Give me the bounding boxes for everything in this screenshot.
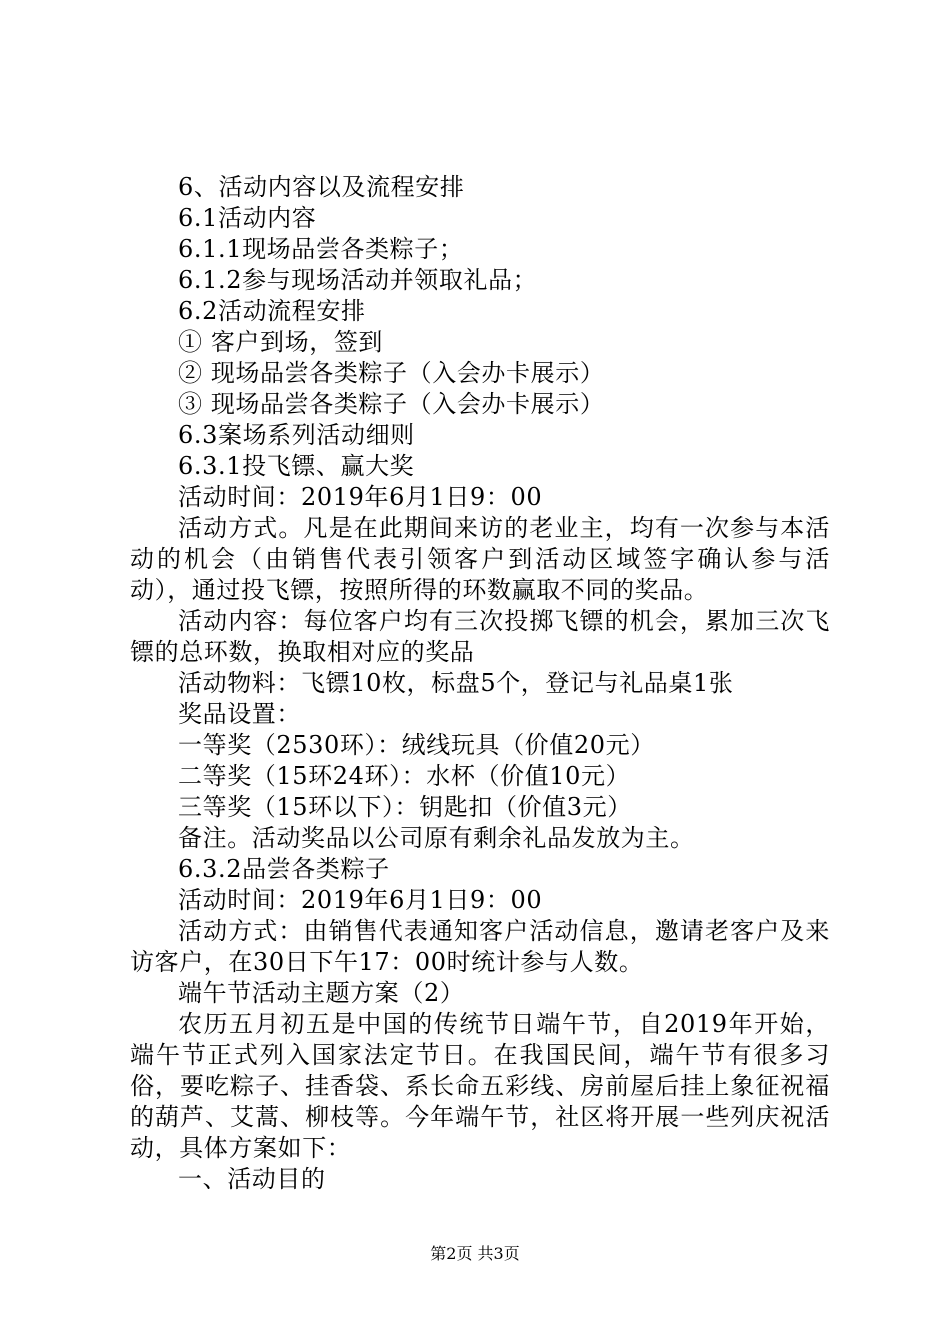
subsection-heading: 6.3.1投飞镖、赢大奖 xyxy=(178,452,415,480)
body-paragraph: 活动方式。凡是在此期间来访的老业主，均有一次参与本活动的机会（由销售代表引领客户到活动区域签字确认参与活动），通过投飞镖，按照所得的环数赢取不同的奖品。 xyxy=(130,514,830,604)
body-paragraph: 奖品设置： xyxy=(178,700,301,728)
body-paragraph: 活动时间：2019年6月1日9：00 xyxy=(178,886,543,914)
page-number-label: 第2页 共3页 xyxy=(430,1244,520,1263)
body-paragraph: 备注。活动奖品以公司原有剩余礼品发放为主。 xyxy=(178,824,695,852)
list-item: ② 现场品尝各类粽子（入会办卡展示） xyxy=(178,359,605,387)
subsection-heading: 6.3.2品尝各类粽子 xyxy=(178,855,390,883)
subsection-heading: 6.1活动内容 xyxy=(178,204,317,232)
prize-item: 一等奖（2530环）：绒线玩具（价值20元） xyxy=(178,731,655,759)
document-body xyxy=(130,172,830,1195)
section-heading: 6、活动内容以及流程安排 xyxy=(178,173,465,201)
list-item: 6.1.1现场品尝各类粽子； xyxy=(178,235,464,263)
prize-item: 三等奖（15环以下）：钥匙扣（价值3元） xyxy=(178,793,632,821)
body-paragraph: 农历五月初五是中国的传统节日端午节，自2019年开始，端午节正式列入国家法定节日。在我国民间，端午节有很多习俗，要吃粽子、挂香袋、系长命五彩线、房前屋后挂上象征祝福的葫芦、艾蒿、柳枝等。今年端午节，社区将开展一些列庆祝活动，具体方案如下： xyxy=(130,1010,830,1162)
body-paragraph: 活动内容：每位客户均有三次投掷飞镖的机会，累加三次飞镖的总环数，换取相对应的奖品 xyxy=(130,607,830,666)
prize-item: 二等奖（15环24环）：水杯（价值10元） xyxy=(178,762,631,790)
body-paragraph: 活动物料：飞镖10枚，标盘5个，登记与礼品桌1张 xyxy=(178,669,734,697)
subsection-heading: 6.2活动流程安排 xyxy=(178,297,366,325)
list-item: ① 客户到场，签到 xyxy=(178,328,384,356)
body-paragraph: 活动时间：2019年6月1日9：00 xyxy=(178,483,543,511)
list-item: 6.1.2参与现场活动并领取礼品； xyxy=(178,266,538,294)
list-item: ③ 现场品尝各类粽子（入会办卡展示） xyxy=(178,390,605,418)
body-paragraph: 活动方式：由销售代表通知客户活动信息，邀请老客户及来访客户，在30日下午17：00时统计参与人数。 xyxy=(130,917,830,976)
page-footer xyxy=(0,1244,950,1264)
subsection-heading: 6.3案场系列活动细则 xyxy=(178,421,415,449)
section-heading: 一、活动目的 xyxy=(178,1165,326,1193)
section-heading: 端午节活动主题方案（2） xyxy=(178,979,465,1007)
